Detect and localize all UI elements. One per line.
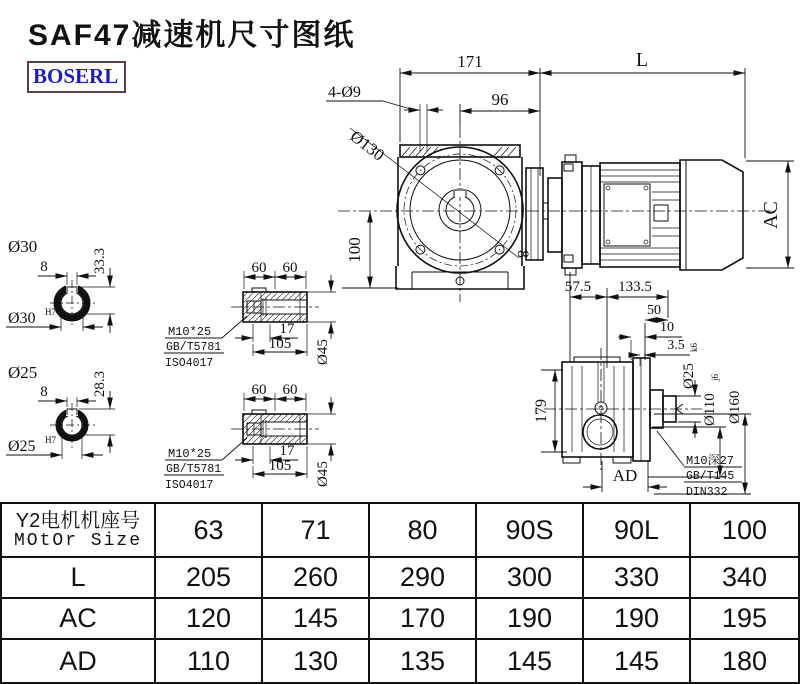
table-header-motor-size (2, 504, 156, 558)
dim-100-label: 100 (345, 237, 364, 263)
dim-96-label: 96 (491, 90, 509, 109)
motor-size-label-en: MOtOr Size (13, 531, 143, 552)
detail2-bolt: M10*25 (168, 447, 212, 461)
cell-AD-90L: 145 (584, 640, 691, 682)
cell-AC-100: 195 (691, 599, 798, 640)
detail1-std-a: GB/T5781 (166, 341, 222, 354)
section25-bore-label: Ø25 (8, 438, 36, 455)
side-dim-133-5: 133.5 (618, 279, 652, 295)
side-shaft-fit: k6 (689, 343, 699, 352)
detail2-key-len: 17 (279, 443, 295, 459)
cell-AD-63: 110 (156, 640, 263, 682)
detail1-seg-a: 60 (251, 260, 267, 276)
cell-L-63: 205 (156, 558, 263, 599)
cell-AC-90S: 190 (477, 599, 584, 640)
output-shaft-detail-1 (164, 260, 336, 370)
section25-depth-label: 28.3 (92, 370, 108, 398)
section25-key-label: 8 (40, 384, 48, 400)
detail1-seg-b: 60 (282, 260, 298, 276)
shaft-section-25 (6, 363, 115, 459)
size-col-90L: 90L (584, 504, 691, 558)
side-flange-dia: Ø160 (727, 390, 743, 424)
detail1-length: 105 (268, 336, 292, 352)
section30-dia-label: Ø30 (8, 237, 38, 256)
dim-AC-label: AC (760, 201, 782, 229)
detail2-seg-b: 60 (282, 382, 298, 398)
side-dim-179: 179 (533, 399, 550, 423)
side-spigot-dia: Ø110 (702, 393, 718, 426)
detail1-dia: Ø45 (315, 339, 331, 365)
cell-L-71: 260 (263, 558, 370, 599)
section25-dia-label: Ø25 (8, 363, 38, 382)
side-std-b: DIN332 (686, 486, 728, 499)
cell-AC-80: 170 (370, 599, 477, 640)
side-std-a: GB/T145 (686, 470, 735, 483)
detail2-dia: Ø45 (315, 461, 331, 487)
cell-AD-90S: 145 (477, 640, 584, 682)
detail2-std-a: GB/T5781 (166, 463, 222, 476)
side-spigot-fit: j6 (710, 373, 720, 381)
section25-fit-label: H7 (45, 435, 56, 445)
size-col-90S: 90S (477, 504, 584, 558)
flange-dia-130-label: Ø130 (346, 126, 389, 165)
output-shaft-detail-2 (164, 382, 336, 492)
row-label-AC: AC (2, 599, 156, 640)
cell-L-100: 340 (691, 558, 798, 599)
row-label-AD: AD (2, 640, 156, 682)
detail2-std-b: ISO4017 (165, 479, 214, 492)
cell-L-90S: 300 (477, 558, 584, 599)
keyway-8-label: 8 (514, 250, 531, 258)
dim-L-label: L (635, 49, 649, 71)
cell-AD-100: 180 (721, 645, 768, 676)
side-dim-AD: AD (612, 466, 638, 485)
size-col-63: 63 (156, 504, 263, 558)
cell-AC-63: 120 (156, 599, 263, 640)
size-col-71: 71 (263, 504, 370, 558)
cell-AC-71: 145 (263, 599, 370, 640)
side-assembly-view (533, 272, 751, 499)
page-title: SAF47减速机尺寸图纸 (28, 19, 356, 52)
detail1-bolt: M10*25 (168, 325, 212, 339)
cell-L-80: 290 (370, 558, 477, 599)
section30-key-label: 8 (40, 259, 48, 275)
side-dim-50: 50 (647, 303, 661, 318)
row-label-L: L (2, 558, 156, 599)
main-assembly-view (326, 49, 794, 302)
dimension-table (0, 502, 800, 684)
side-dim-57-5: 57.5 (564, 279, 592, 295)
section30-depth-label: 33.3 (92, 247, 108, 275)
size-col-100: 100 (691, 504, 798, 558)
side-dim-3-5: 3.5 (667, 338, 685, 353)
detail1-std-b: ISO4017 (165, 357, 214, 370)
dim-171-label: 171 (457, 52, 483, 71)
section30-fit-label: H7 (45, 307, 56, 317)
side-shaft-dia: Ø25 (681, 363, 697, 389)
detail2-length: 105 (268, 458, 292, 474)
detail1-key-len: 17 (279, 321, 295, 337)
motor-size-label-cn: Y2电机机座号 (15, 510, 141, 533)
cell-AD-71: 130 (263, 640, 370, 682)
brand-logo: BOSERL (27, 61, 126, 93)
section30-bore-label: Ø30 (8, 310, 36, 327)
holes-4xd9-label: 4-Ø9 (328, 84, 361, 101)
shaft-section-30 (6, 237, 115, 333)
detail2-seg-a: 60 (251, 382, 267, 398)
side-tap-note: M10深27 (686, 454, 735, 468)
side-dim-10: 10 (660, 320, 674, 335)
cell-AD-80: 135 (370, 640, 477, 682)
cell-L-90L: 330 (584, 558, 691, 599)
cell-AC-90L: 190 (584, 599, 691, 640)
size-col-80: 80 (370, 504, 477, 558)
